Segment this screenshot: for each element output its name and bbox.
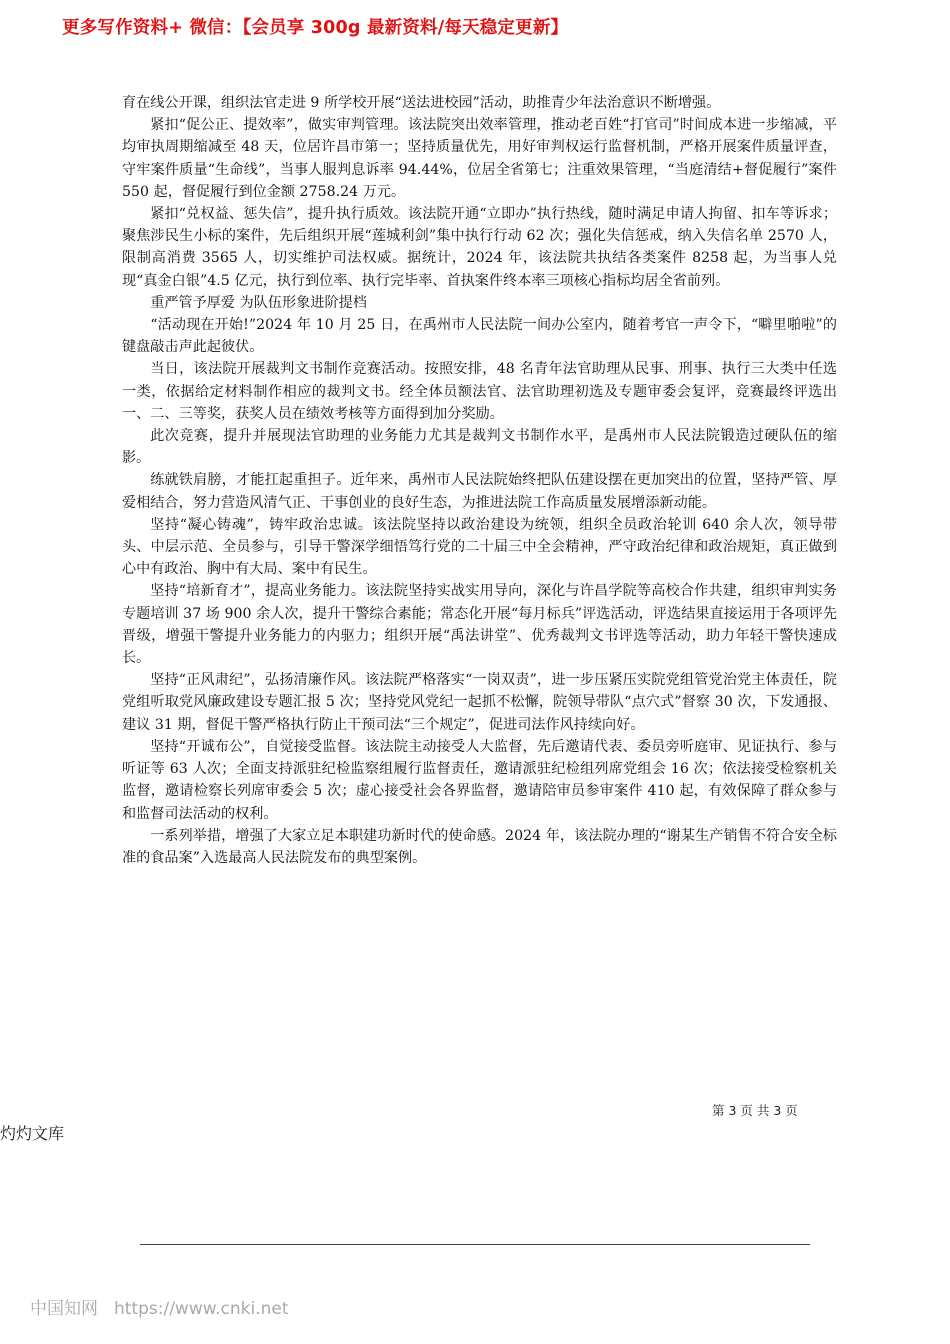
watermark-brand: 中国知网 [30,1299,98,1319]
article-paragraph: 练就铁肩膀，才能扛起重担子。近年来，禹州市人民法院始终把队伍建设摆在更加突出的位置，坚持严管、厚爱相结合，努力营造风清气正、干事创业的良好生态，为推进法院工作高质量发展增添新动能。 [122,472,837,511]
article-paragraph: 坚持“开诚布公”，自觉接受监督。该法院主动接受人大监督，先后邀请代表、委员旁听庭审、见证执行、参与听证等 63 人次；全面支持派驻纪检监察组履行监督责任，邀请派驻纪检组列席党组会 16 次；依法接受检察机关监督，邀请检察长列席审委会 5 次；虚心接受社会各界监督，邀请陪审员参审案件 410 起，有效保障了群众参与和监督司法活动的权利。 [122,738,837,822]
article-paragraph: 紧扣“促公正、提效率”，做实审判管理。该法院突出效率管理，推动老百姓“打官司”时间成本进一步缩减，平均审执周期缩减至 48 天，位居许昌市第一；坚持质量优先，用好审判权运行监督机制，严格开展案件质量评查，守牢案件质量“生命线”，当事人服判息诉率 94.44%，位居全省第七；注重效果管理，“当庭清结+督促履行”案件 550 起，督促履行到位金额 2758.24 万元。 [122,117,837,200]
page-number: 第 3 页 共 3 页 [712,1103,798,1118]
article-paragraph: 当日，该法院开展裁判文书制作竞赛活动。按照安排，48 名青年法官助理从民事、刑事、执行三大类中任选一类，依据给定材料制作相应的裁判文书。经全体员额法官、法官助理初选及专题审委会复评，竞赛最终评选出一、二、三等奖，获奖人员在绩效考核等方面得到加分奖励。 [122,361,837,422]
source-watermark [30,1294,288,1319]
site-label: 灼灼文库 [0,1124,65,1143]
watermark-url: https://www.cnki.net [114,1299,289,1319]
section-heading: 重严管予厚爱 为队伍形象进阶提档 [150,294,367,311]
article-paragraph: 坚持“培新育才”，提高业务能力。该法院坚持实战实用导向，深化与许昌学院等高校合作共建，组织审判实务专题培训 37 场 900 余人次，提升干警综合素能；常态化开展“每月标兵”评选活动，评选结果直接运用于各项评先晋级，增强干警提升业务能力的内驱力；组织开展“禹法讲堂”、优秀裁判文书评选等活动，助力年轻干警快速成长。 [122,583,837,667]
promo-banner: 更多写作资料+ 微信：【会员享 300g 最新资料/每天稳定更新】 [62,18,569,38]
article-paragraph: 育在线公开课，组织法官走进 9 所学校开展“送法进校园”活动，助推青少年法治意识不断增强。 [122,95,721,111]
article-paragraph: 此次竞赛，提升并展现法官助理的业务能力尤其是裁判文书制作水平，是禹州市人民法院锻造过硬队伍的缩影。 [122,428,837,467]
article-paragraph: 紧扣“兑权益、惩失信”，提升执行质效。该法院开通“立即办”执行热线，随时满足申请人拘留、扣车等诉求；聚焦涉民生小标的案件，先后组织开展“莲城利剑”集中执行行动 62 次；强化失信惩戒，纳入失信名单 2570 人，限制高消费 3565 人，切实维护司法权威。据统计，2024 年，该法院共执结各类案件 8258 起，为当事人兑现“真金白银”4.5 亿元，执行到位率、执行完毕率、首执案件终本率三项核心指标均居全省前列。 [122,206,837,289]
article-paragraph: 坚持“正风肃纪”，弘扬清廉作风。该法院严格落实“一岗双责”，进一步压紧压实院党组管党治党主体责任，院党组听取党风廉政建设专题汇报 5 次；坚持党风党纪一起抓不松懈，院领导带队“点穴式”督察 30 次，下发通报、建议 31 期，督促干警严格执行防止干预司法“三个规定”，促进司法作风持续向好。 [122,672,837,733]
article-paragraph: “活动现在开始!”2024 年 10 月 25 日，在禹州市人民法院一间办公室内，随着考官一声令下，“噼里啪啦”的键盘敲击声此起彼伏。 [122,317,837,356]
article-paragraph: 坚持“凝心铸魂”，铸牢政治忠诚。该法院坚持以政治建设为统领，组织全员政治轮训 640 余人次，领导带头、中层示范、全员参与，引导干警深学细悟笃行党的二十届三中全会精神，严守政治纪律和政治规矩，真正做到心中有政治、胸中有大局、案中有民生。 [122,516,837,578]
article-paragraph: 一系列举措，增强了大家立足本职建功新时代的使命感。2024 年，该法院办理的“谢某生产销售不符合安全标准的食品案”入选最高人民法院发布的典型案例。 [122,827,837,866]
article-body [122,92,837,869]
footer-divider [140,1244,810,1245]
